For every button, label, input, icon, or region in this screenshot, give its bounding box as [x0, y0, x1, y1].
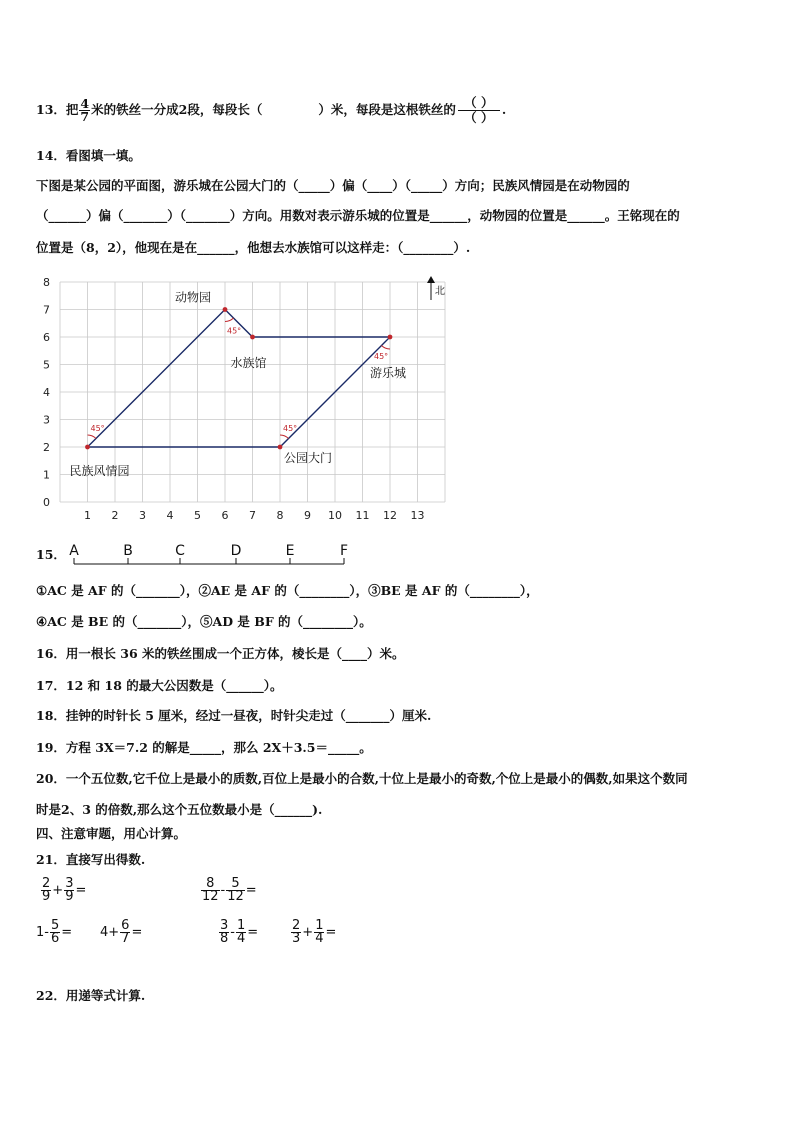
map-labels [70, 276, 446, 478]
place-label-zoo: 动物园 [175, 290, 212, 305]
q14-line2: （______）偏（_______）（_______）方向。用数对表示游乐城的位置是______，动物园的位置是______。王铭现在的 [36, 208, 680, 223]
x-tick-label: 12 [383, 509, 397, 522]
x-tick-label: 7 [249, 509, 256, 522]
x-tick-label: 5 [194, 509, 201, 522]
angle-arc-ethnic [88, 435, 96, 439]
angle-label-amusement: 45° [374, 352, 389, 361]
q14-line1: 下图是某公园的平面图，游乐城在公园大门的（_____）偏（____）（_____）方向；民族风情园是在动物园的 [36, 178, 630, 193]
place-label-gate: 公园大门 [284, 451, 333, 465]
q21-title: 21．直接写出得数. [36, 852, 146, 867]
q20-line2: 时是2、3 的倍数,那么这个五位数最小是（______). [36, 802, 323, 817]
q14-line3: 位置是（8，2），他现在是在______，他想去水族馆可以这样走：（________）. [36, 240, 471, 255]
x-tick-label: 9 [304, 509, 311, 522]
q16: 16．用一根长 36 米的铁丝围成一个正方体，棱长是（____）米。 [36, 646, 405, 661]
place-label-aquarium: 水族馆 [230, 356, 267, 370]
q13-number: 13． [36, 102, 66, 117]
q13-answer-fraction: （ ） （ ） [458, 96, 500, 125]
x-tick-label: 3 [139, 509, 146, 522]
x-tick-label: 1 [84, 509, 91, 522]
angle-label-gate: 45° [283, 424, 298, 433]
segment-point-C: C [175, 543, 185, 559]
q15-segment [62, 538, 362, 570]
q14-title: 14．看图填一填。 [36, 148, 141, 163]
y-tick-label: 4 [43, 386, 50, 399]
q15-number: 15． [36, 547, 66, 562]
angle-arc-zoo [225, 318, 233, 322]
angle-label-ethnic: 45° [90, 424, 105, 433]
y-tick-label: 8 [43, 276, 50, 289]
x-tick-label: 11 [355, 509, 370, 522]
q21-expr-2: $\frac{8}{12}$ - $\frac{5}{12}$ = [202, 876, 257, 904]
place-label-ethnic: 民族风情园 [69, 464, 130, 478]
ethnic-point [85, 445, 90, 450]
y-tick-label: 0 [43, 496, 50, 509]
segment-point-E: E [285, 543, 295, 559]
segment-point-B: B [123, 543, 133, 559]
q21-expr-1: $\frac{2}{9}$ + $\frac{3}{9}$ = [42, 876, 87, 904]
x-tick-label: 4 [166, 509, 174, 522]
segment-point-F: F [339, 543, 349, 559]
zoo-point [223, 307, 228, 312]
q20-line1: 20．一个五位数,它千位上是最小的质数,百位上是最小的合数,十位上是最小的奇数,个位上是最小的偶数,如果这个数同 [36, 771, 688, 786]
angle-arc-amusement [382, 345, 390, 349]
angle-label-zoo: 45° [227, 326, 242, 336]
segment-point-D: D [230, 543, 242, 559]
y-tick-label: 5 [43, 358, 50, 372]
q21-expr-6: $\frac{2}{3}$ + $\frac{1}{4}$ = [292, 918, 337, 946]
map-x-ticks [84, 509, 425, 522]
q18: 18．挂钟的时针长 5 厘米，经过一昼夜，时针尖走过（_______）厘米. [36, 708, 432, 723]
gate-point [278, 445, 283, 450]
aquarium-point [250, 335, 255, 340]
park-map [30, 270, 470, 530]
q13-fraction: $\frac{4}{7}$ [80, 96, 90, 124]
x-tick-label: 2 [111, 509, 119, 522]
y-tick-label: 2 [43, 441, 50, 454]
y-tick-label: 3 [43, 413, 50, 427]
y-tick-label: 7 [43, 303, 50, 317]
segment-point-A: A [69, 543, 79, 559]
q17: 17．12 和 18 的最大公因数是（______）。 [36, 678, 283, 693]
x-tick-label: 10 [328, 509, 342, 522]
q15-line1: ①AC 是 AF 的（_______），②AE 是 AF 的（________），③BE 是 AF 的（________）， [36, 583, 539, 598]
place-label-amusement: 游乐城 [370, 366, 407, 380]
amusement-point [388, 335, 393, 340]
x-tick-label: 6 [221, 509, 229, 522]
north-arrow-head [427, 276, 435, 283]
section-4-heading: 四、注意审题，用心计算。 [36, 826, 187, 841]
map-y-ticks [43, 276, 50, 509]
angle-arc-gate [280, 435, 288, 439]
x-tick-label: 8 [276, 509, 284, 522]
q21-expr-4: 4+ $\frac{6}{7}$ = [100, 918, 143, 946]
q22: 22．用递等式计算. [36, 988, 146, 1003]
q15-line2: ④AC 是 BE 的（_______），⑤AD 是 BF 的（________）。 [36, 614, 372, 629]
y-tick-label: 6 [43, 331, 50, 344]
q13: 13．把 $\frac{4}{7}$ 米的铁丝一分成2段，每段长（ ）米，每段是这根铁丝的 （ ） （ ） . [36, 95, 507, 125]
y-tick-label: 1 [43, 468, 50, 482]
q21-expr-5: $\frac{3}{8}$ - $\frac{1}{4}$ = [220, 918, 259, 946]
q21-expr-3: 1- $\frac{5}{6}$ = [36, 918, 73, 946]
q19: 19．方程 3X＝7.2 的解是_____，那么 2X＋3.5＝_____。 [36, 740, 372, 755]
north-label: 北 [435, 286, 445, 297]
x-tick-label: 13 [410, 509, 425, 522]
